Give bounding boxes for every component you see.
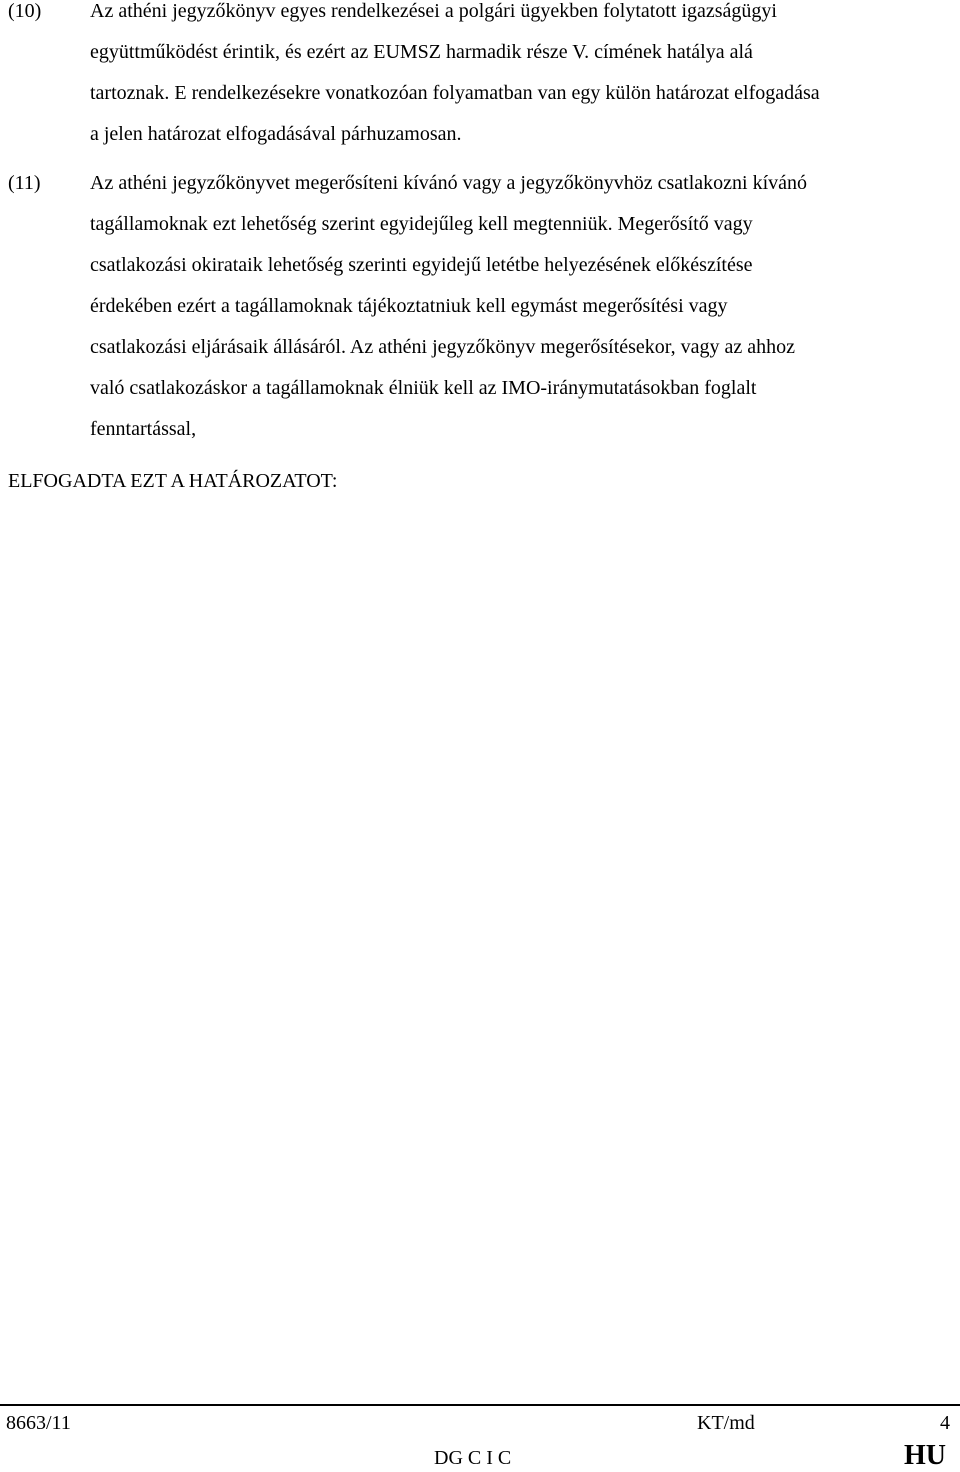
text-line: tagállamoknak ezt lehetőség szerint egyidejűleg kell megtenniük. Megerősítő vagy (90, 213, 753, 235)
page-number: 4 (940, 1412, 950, 1434)
footer-divider (0, 1404, 960, 1406)
recital-number: (11) (8, 172, 41, 194)
recital-text (90, 163, 956, 450)
language-code: HU (904, 1440, 946, 1471)
text-line: együttműködést érintik, és ezért az EUMSZ harmadik része V. címének hatálya alá (90, 41, 753, 63)
text-line: csatlakozási okirataik lehetőség szerinti egyidejű letétbe helyezésének előkészítése (90, 254, 753, 276)
text-line: Az athéni jegyzőkönyv egyes rendelkezései a polgári ügyekben folytatott igazságügyi (90, 0, 777, 22)
directorate-code: DG C I C (434, 1447, 512, 1469)
author-initials: KT/md (697, 1412, 755, 1434)
text-line: tartoznak. E rendelkezésekre vonatkozóan folyamatban van egy külön határozat elfogadása (90, 82, 820, 104)
text-line: a jelen határozat elfogadásával párhuzamosan. (90, 123, 462, 145)
text-line: érdekében ezért a tagállamoknak tájékoztatniuk kell egymást megerősítési vagy (90, 295, 728, 317)
text-line: való csatlakozáskor a tagállamoknak élniük kell az IMO-iránymutatásokban foglalt (90, 377, 757, 399)
recital-text (90, 0, 956, 155)
text-line: fenntartással, (90, 418, 197, 440)
adopted-heading: ELFOGADTA EZT A HATÁROZATOT: (8, 470, 338, 492)
recital-number: (10) (8, 0, 42, 22)
document-reference: 8663/11 (6, 1412, 71, 1434)
text-line: Az athéni jegyzőkönyvet megerősíteni kívánó vagy a jegyzőkönyvhöz csatlakozni kívánó (90, 172, 808, 194)
text-line: csatlakozási eljárásaik állásáról. Az athéni jegyzőkönyv megerősítésekor, vagy az ahhoz (90, 336, 796, 358)
